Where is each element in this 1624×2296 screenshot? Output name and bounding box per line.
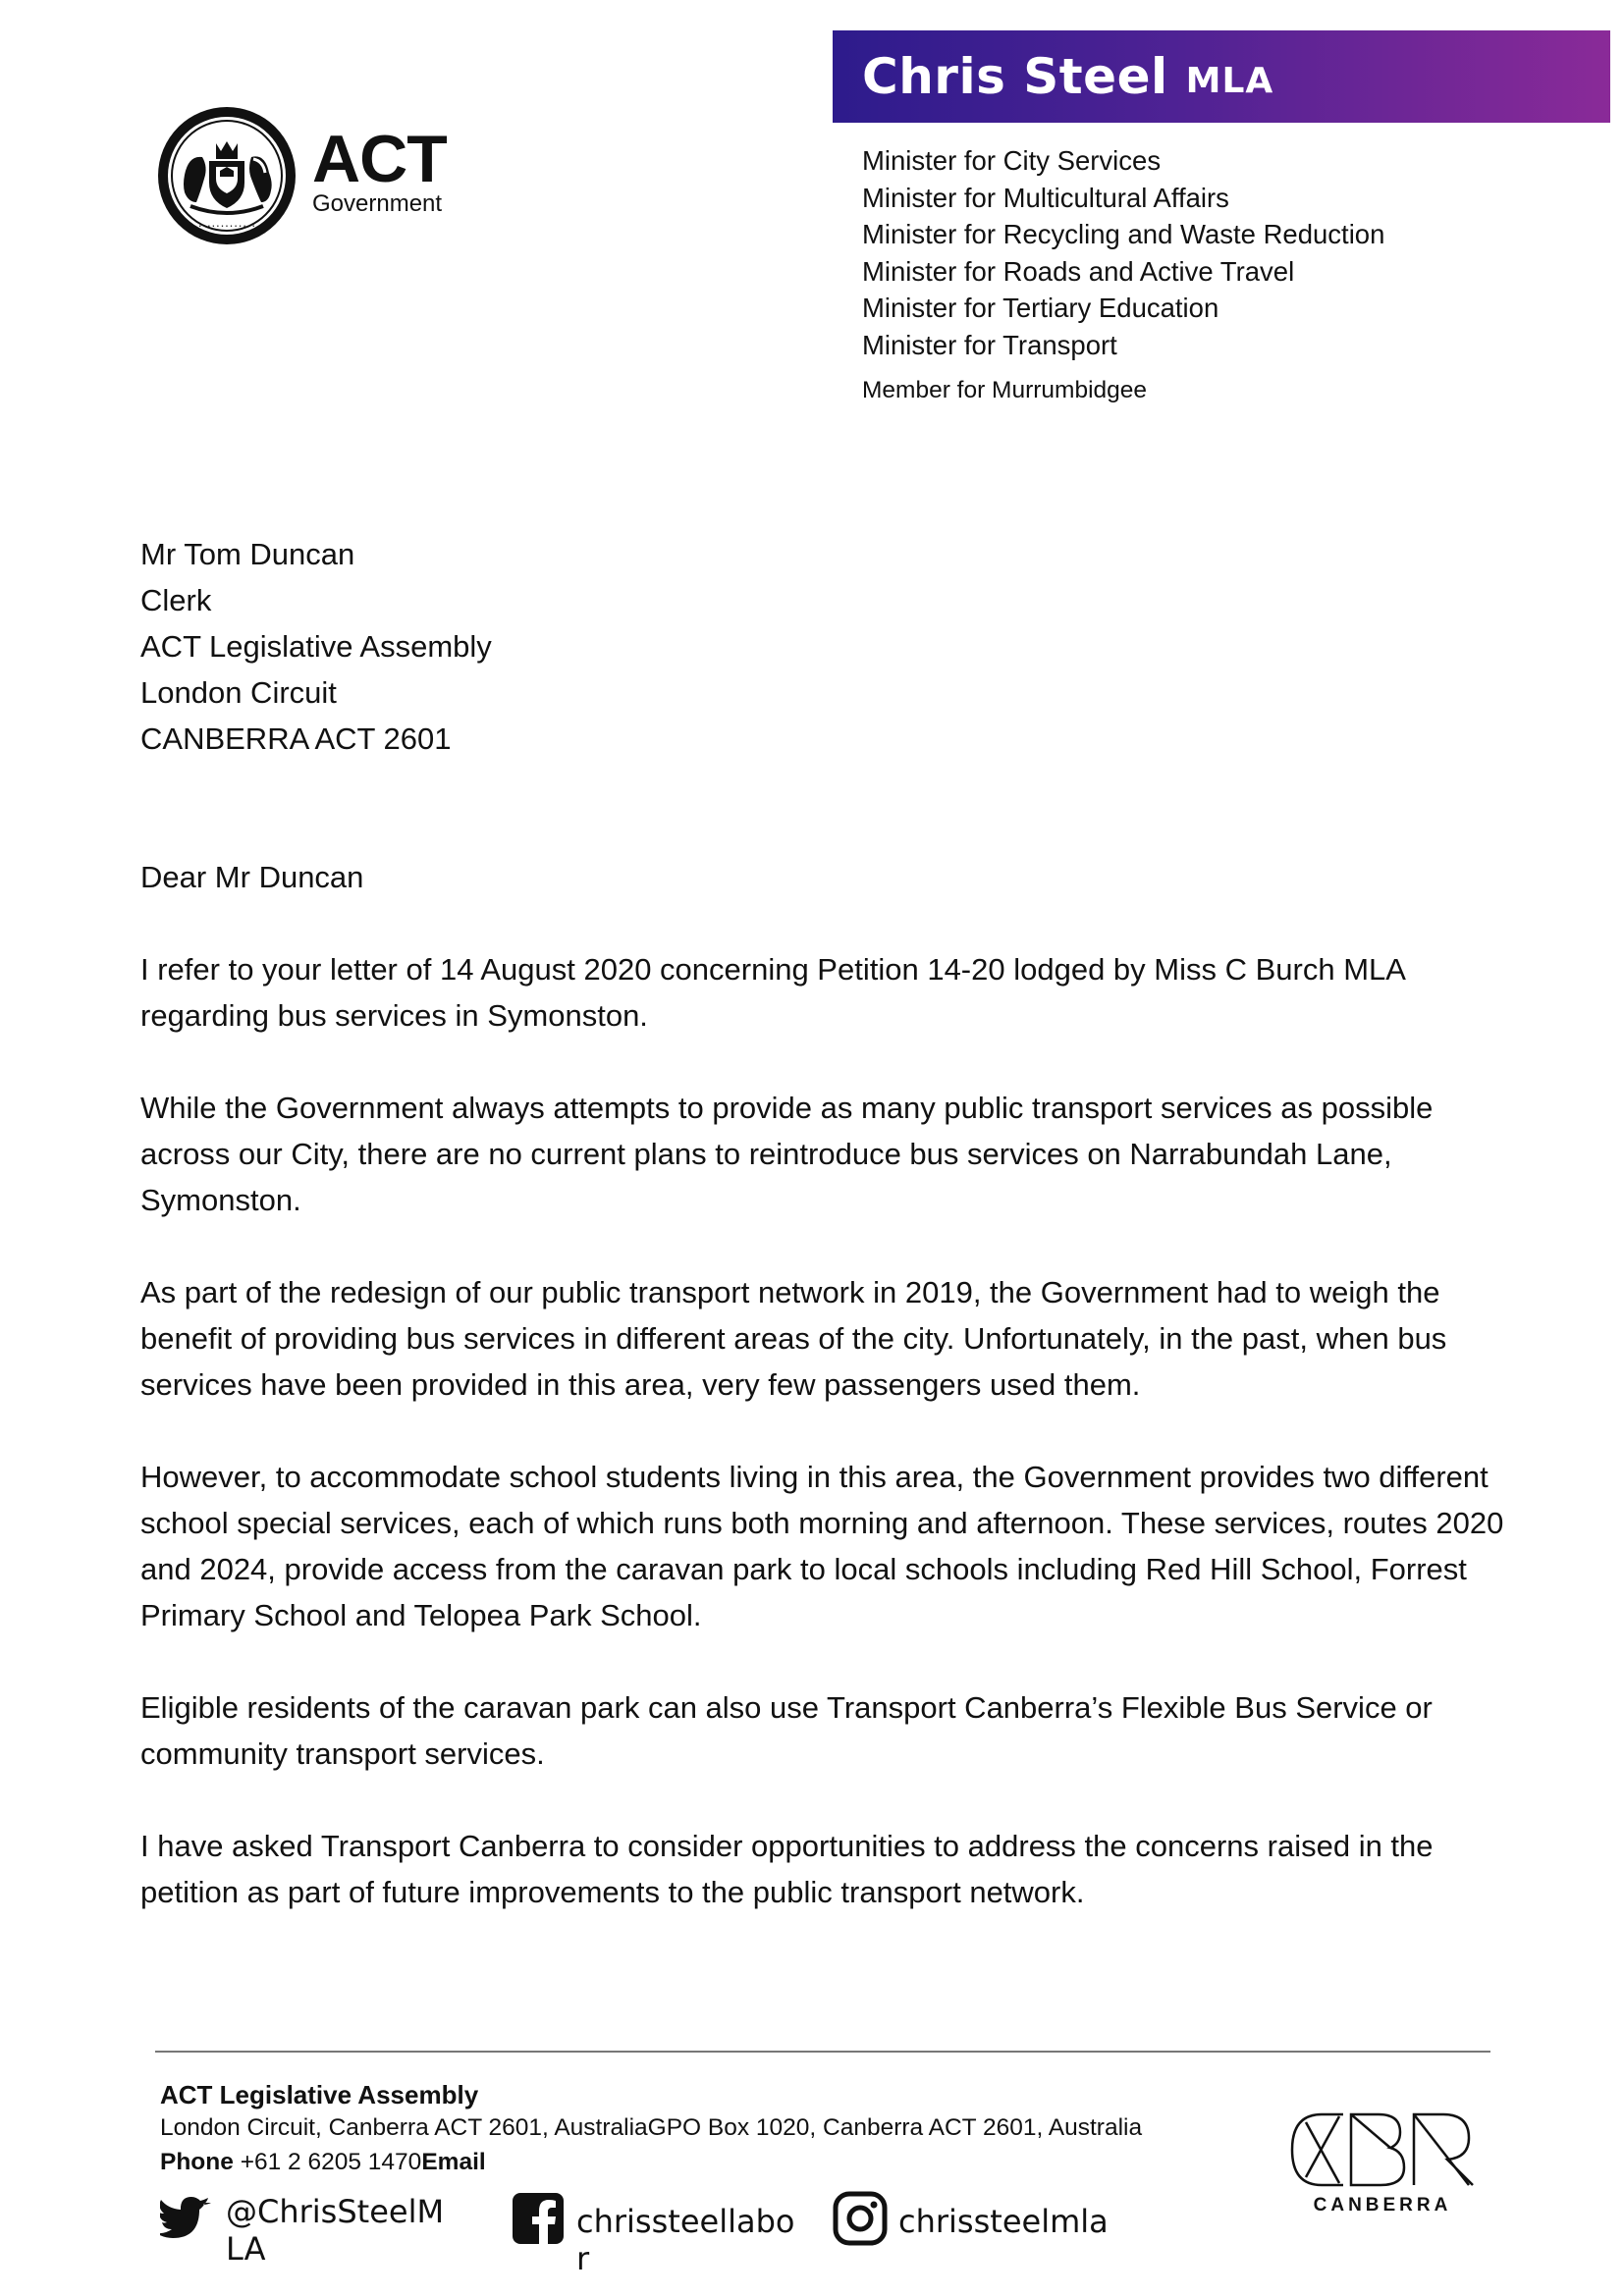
body-paragraph: I refer to your letter of 14 August 2020 concerning Petition 14-20 lodged by Miss C Burch MLA regarding bus services in Symonston. [140,952,1405,1033]
address-line: CANBERRA ACT 2601 [140,721,452,756]
logo-government-text: Government [312,190,443,217]
name-banner [833,30,1610,123]
letter-body [140,946,1505,1961]
body-paragraph: As part of the redesign of our public transport network in 2019, the Government had to weigh the benefit of providing bus services in different areas of the city. Unfortunately, in the past, when bus services have been provided in this area, very few passengers used them. [140,1275,1447,1402]
cbr-logo-icon [1286,2109,1479,2191]
body-paragraph: While the Government always attempts to provide as many public transport services as possible across our City, there are no current plans to reintroduce bus services on Narrabundah Lane, Symonston. [140,1091,1434,1217]
body-paragraph: Eligible residents of the caravan park can also use Transport Canberra’s Flexible Bus Service or community transport services. [140,1690,1433,1771]
instagram-handle: chrissteelmla [898,2203,1109,2240]
electorate: Member for Murrumbidgee [862,377,1148,403]
post-nominal: MLA [1185,60,1274,101]
portfolio-item: Minister for Transport [862,329,1117,360]
body-paragraph: I have asked Transport Canberra to consider opportunities to address the concerns raised in the petition as part of future improvements to the public transport network. [140,1829,1434,1909]
cbr-logo-text: CANBERRA [1313,2195,1452,2216]
body-paragraph: However, to accommodate school students living in this area, the Government provides two different school special services, each of which runs both morning and afternoon. These services, routes 2020 and 2024, provide access from the caravan park to local schools including Red Hill School, Forrest Primary School and Telopea Park School. [140,1460,1504,1632]
svg-text:• • • • • • • • • • • • •: • • • • • • • • • • • • • [198,224,255,230]
portfolio-list [862,142,1384,363]
recipient-address [140,531,492,762]
footer-divider [155,2051,1490,2053]
address-line: Mr Tom Duncan [140,537,355,571]
phone-number: +61 2 6205 1470 [240,2149,422,2175]
facebook-icon [511,2191,566,2246]
email-label: Email [421,2149,486,2175]
footer-address: London Circuit, Canberra ACT 2601, AustraliaGPO Box 1020, Canberra ACT 2601, Australia [160,2114,1143,2141]
act-government-logo [155,104,447,249]
portfolio-item: Minister for Roads and Active Travel [862,255,1295,287]
instagram-icon [833,2191,888,2246]
portfolio-item: Minister for City Services [862,145,1162,176]
footer-organisation: ACT Legislative Assembly [160,2080,479,2109]
phone-label: Phone [160,2149,234,2175]
salutation: Dear Mr Duncan [140,860,364,894]
portfolio-item: Minister for Recycling and Waste Reduction [862,219,1385,249]
cbr-canberra-logo [1286,2109,1479,2222]
address-line: Clerk [140,583,212,617]
facebook-handle: chrissteellabor [576,2203,795,2277]
twitter-handle: @ChrisSteelMLA [226,2193,445,2268]
portfolio-item: Minister for Tertiary Education [862,293,1219,323]
footer-contact [160,2147,486,2178]
address-line: London Circuit [140,675,337,710]
logo-act-text: ACT [312,122,447,196]
address-line: ACT Legislative Assembly [140,629,492,664]
minister-name: Chris Steel [862,48,1168,105]
act-coat-of-arms-icon [155,104,298,247]
twitter-icon [160,2191,215,2246]
portfolio-item: Minister for Multicultural Affairs [862,182,1229,213]
